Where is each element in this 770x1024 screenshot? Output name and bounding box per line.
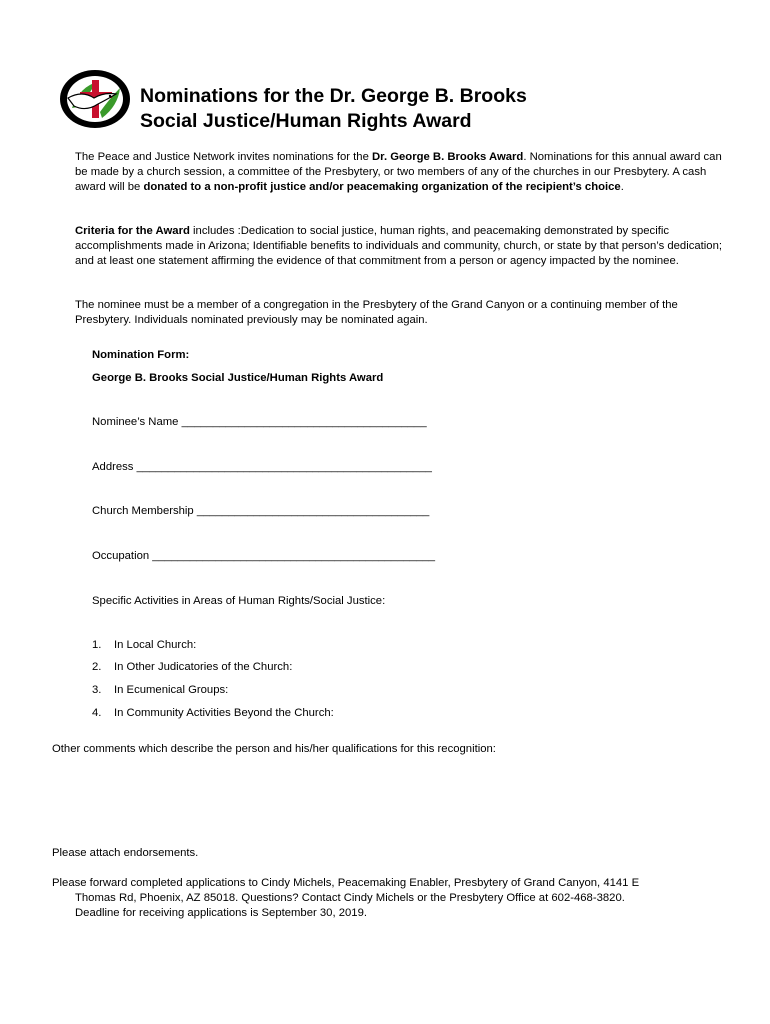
church-membership-field[interactable] xyxy=(92,505,429,517)
field-blank-line: _______________________________________ xyxy=(181,416,427,428)
title-line-1: Nominations for the Dr. George B. Brooks xyxy=(140,85,527,107)
field-label: Occupation xyxy=(92,550,150,562)
form-heading: Nomination Form: xyxy=(92,349,190,361)
intro-text-3: . xyxy=(620,181,624,194)
nominee-name-field[interactable] xyxy=(92,416,427,428)
attach-endorsements-note: Please attach endorsements. xyxy=(52,847,199,859)
list-text: In Community Activities Beyond the Church: xyxy=(114,707,334,719)
other-comments-label: Other comments which describe the person and his/her qualifications for this recognition: xyxy=(52,743,496,755)
forward-line-2: Thomas Rd, Phoenix, AZ 85018. Questions? Contact Cindy Michels or the Presbytery Office at 602-468-3820. xyxy=(75,891,625,904)
list-item xyxy=(92,707,334,719)
field-blank-line: _____________________________________________ xyxy=(152,550,436,562)
field-label: Address xyxy=(92,461,134,473)
list-text: In Other Judicatories of the Church: xyxy=(114,661,293,673)
occupation-field[interactable] xyxy=(92,550,435,562)
list-text: In Local Church: xyxy=(114,639,197,651)
list-item xyxy=(92,639,196,651)
list-item xyxy=(92,661,292,673)
field-label: Nominee’s Name xyxy=(92,416,179,428)
intro-paragraph xyxy=(75,150,725,196)
list-number: 4. xyxy=(92,707,102,719)
field-blank-line: _______________________________________________ xyxy=(136,461,432,473)
field-blank-line: _____________________________________ xyxy=(196,505,430,517)
activities-label: Specific Activities in Areas of Human Rights/Social Justice: xyxy=(92,595,386,607)
intro-award-name: Dr. George B. Brooks Award xyxy=(372,151,524,163)
criteria-text: includes :Dedication to social justice, human rights, and peacemaking demonstrated by specific accomplishments made in Arizona; Identifiable benefits to individuals and community, church, or state by that person’s dedication; and at least one statement affirming the evidence of that commitment from a person or agency impacted by the nominee. xyxy=(75,225,722,268)
address-field[interactable] xyxy=(92,461,432,473)
list-number: 3. xyxy=(92,684,102,696)
list-item xyxy=(92,684,228,696)
list-text: In Ecumenical Groups: xyxy=(114,684,229,696)
intro-text-1: The Peace and Justice Network invites nominations for the xyxy=(75,151,373,163)
criteria-heading: Criteria for the Award xyxy=(75,225,190,237)
intro-donation-note: donated to a non-profit justice and/or peacemaking organization of the recipient’s choice xyxy=(143,181,621,194)
form-subheading: George B. Brooks Social Justice/Human Rights Award xyxy=(92,372,384,384)
forward-instructions xyxy=(52,876,722,920)
eligibility-paragraph: The nominee must be a member of a congregation in the Presbytery of the Grand Canyon or a continuing member of the Presbytery. Individuals nominated previously may be nominated again. xyxy=(75,299,678,327)
deadline-line: Deadline for receiving applications is September 30, 2019. xyxy=(75,906,368,919)
field-label: Church Membership xyxy=(92,505,194,517)
page-title xyxy=(140,84,527,134)
forward-line-1: Please forward completed applications to Cindy Michels, Peacemaking Enabler, Presbytery of Grand Canyon, 4141 E xyxy=(52,877,640,889)
dove-cross-logo-icon xyxy=(58,68,132,130)
intro-text-2: . Nominations for this annual award can be made by a church session, a committee of the Presbytery, or two members of any of the churches in our Presbytery. A cash award will be xyxy=(75,151,722,194)
title-line-2: Social Justice/Human Rights Award xyxy=(140,110,472,132)
criteria-paragraph xyxy=(75,224,725,270)
list-number: 2. xyxy=(92,661,102,673)
list-number: 1. xyxy=(92,639,102,651)
